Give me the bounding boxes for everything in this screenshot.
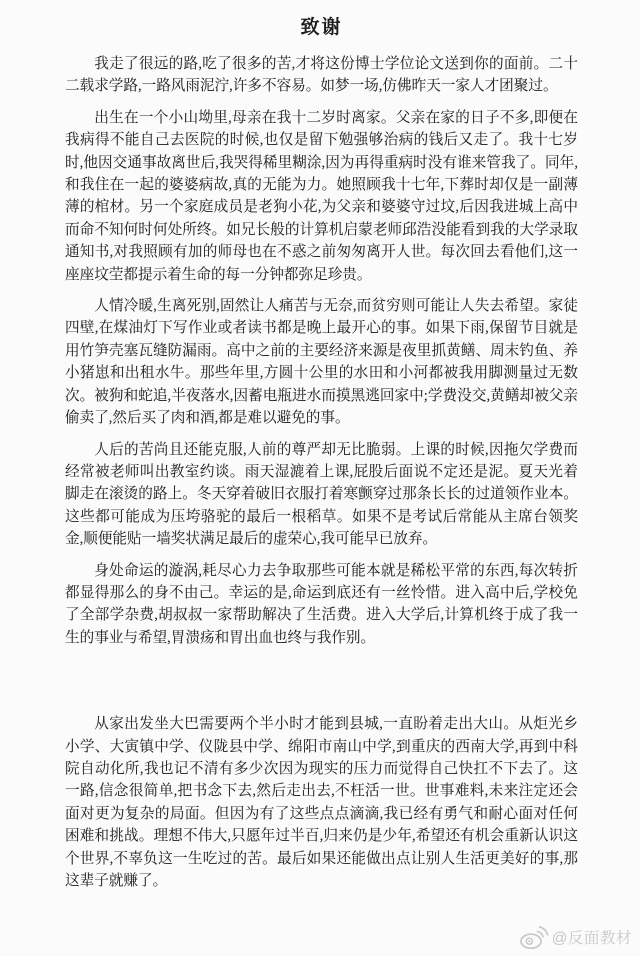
watermark	[519, 924, 632, 950]
paragraph-family: 出生在一个小山坳里,母亲在我十二岁时离家。父亲在家的日子不多,即便在我病得不能自己去医院的时候,也仅是留下勉强够治病的钱后又走了。我十七岁时,他因交通事故离世后,我哭得稀里糊涂,因为再得重病时没有谁来管我了。同年,和我住在一起的婆婆病故,真的无能为力。她照顾我十七年,下葬时却仅是一副薄薄的棺材。另一个家庭成员是老狗小花,为父亲和婆婆守过坟,后因我进城上高中而命不知何时何处所终。如兄长般的计算机启蒙老师邱浩没能看到我的大学录取通知书,对我照顾有加的师母也在不惑之前匆匆离开人世。每次回去看他们,这一座座坟茔都提示着生命的每一分钟都弥足珍贵。	[65, 109, 578, 283]
watermark-handle: @反面教材	[551, 930, 632, 947]
paragraph-fate: 身处命运的漩涡,耗尽心力去争取那些可能本就是稀松平常的东西,每次转折都显得那么的身不由己。幸运的是,命运到底还有一丝怜惜。进入高中后,学校免了全部学杂费,胡叔叔一家帮助解决了生活费。进入大学后,计算机终于成了我一生的事业与希望,胃溃疡和胃出血也终与我作别。	[65, 562, 578, 646]
weibo-icon	[519, 924, 549, 950]
paragraph-dignity: 人后的苦尚且还能克服,人前的尊严却无比脆弱。上课的时候,因拖欠学费而经常被老师叫出教室约谈。雨天湿漉着上课,屁股后面说不定还是泥。夏天光着脚走在滚烫的路上。冬天穿着破旧衣服打着寒颤穿过那条长长的过道领作业本。这些都可能成为压垮骆驼的最后一根稻草。如果不是考试后常能从主席台领奖金,顺便能贴一墙奖状满足最后的虚荣心,我可能早已放弃。	[65, 441, 578, 548]
page-title: 致谢	[300, 17, 343, 38]
paragraph-poverty: 人情冷暖,生离死别,固然让人痛苦与无奈,而贫穷则可能让人失去希望。家徒四壁,在煤油灯下写作业或者读书都是晚上最开心的事。如果下雨,保留节目就是用竹笋壳塞瓦缝防漏雨。高中之前的主要经济来源是夜里抓黄鳝、周末钓鱼、养小猪崽和出租水牛。那些年里,方圆十公里的水田和小河都被我用脚测量过无数次。被狗和蛇追,半夜落水,因蓄电瓶进水而摸黑逃回家中;学费没交,黄鳝却被父亲偷卖了,然后买了肉和酒,都是难以避免的事。	[65, 298, 578, 427]
paragraph-schools-and-hope: 从家出发坐大巴需要两个半小时才能到县城,一直盼着走出大山。从炬光乡小学、大寅镇中学、仪陇县中学、绵阳市南山中学,到重庆的西南大学,再到中科院自动化所,我也记不清有多少次因为现实的压力而觉得自己快扛不下去了。这一路,信念很简单,把书念下去,然后走出去,不枉活一世。世事难料,未来注定还会面对更为复杂的局面。但因为有了这些点点滴滴,我已经有勇气和耐心面对任何困难和挑战。理想不伟大,只愿年过半百,归来仍是少年,希望还有机会重新认识这个世界,不辜负这一生吃过的苦。最后如果还能做出点让别人生活更美好的事,那这辈子就赚了。	[65, 716, 578, 889]
paragraph-journey: 我走了很远的路,吃了很多的苦,才将这份博士学位论文送到你的面前。二十二载求学路,一路风雨泥泞,许多不容易。如梦一场,仿佛昨天一家人才团聚过。	[65, 56, 578, 95]
